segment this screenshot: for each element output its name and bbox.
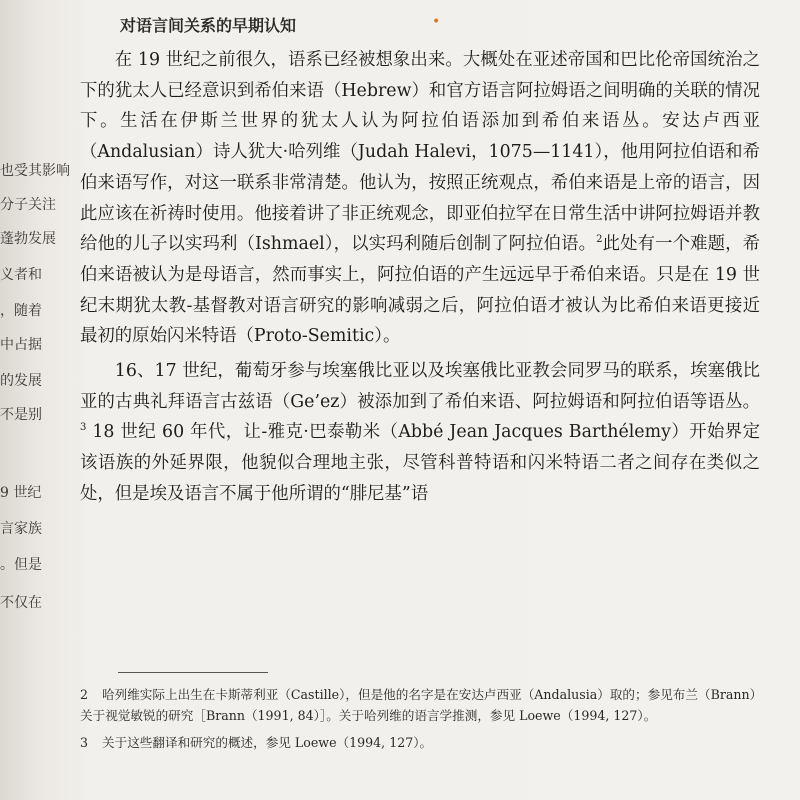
paragraph: [80, 356, 760, 510]
section-title: 对语言间关系的早期认知: [120, 16, 297, 35]
margin-fragment: 也受其影响: [0, 163, 70, 179]
footnote-divider: [118, 672, 268, 673]
margin-fragment: 分子关注: [0, 197, 56, 213]
paragraph: [80, 45, 760, 352]
paragraph-text: 16、17 世纪，葡萄牙参与埃塞俄比亚以及埃塞俄比亚教会同罗马的联系，埃塞俄比亚的古典礼拜语言古兹语（Ge’ez）被添加到了希伯来语、阿拉姆语和阿拉伯语等语丛。: [80, 361, 760, 412]
footnote-number: 3: [80, 735, 89, 750]
margin-fragment: 不仅在: [0, 595, 42, 611]
facing-page-edge: [0, 160, 72, 720]
footnote: [80, 732, 760, 753]
footnotes: [80, 684, 760, 759]
paragraph-text: 18 世纪 60 年代，让-雅克·巴泰勒米（Abbé Jean Jacques Barthélemy）开始界定该语族的外延界限，他貌似合理地主张，尽管科普特语和闪米特语二者之间存在类似之处，但是埃及语言不属于他所谓的“腓尼基”语: [80, 422, 760, 504]
margin-fragment: 的发展: [0, 373, 42, 389]
margin-fragment: 义者和: [0, 267, 42, 283]
body-text: [80, 45, 760, 510]
footnote-text: 关于这些翻译和研究的概述，参见 Loewe（1994, 127）。: [102, 735, 433, 750]
ink-mark-icon: •: [432, 14, 441, 30]
margin-fragment: 。但是: [0, 557, 42, 573]
margin-fragment: 9 世纪: [0, 485, 42, 501]
margin-fragment: 中占据: [0, 337, 42, 353]
margin-fragment: 蓬勃发展: [0, 231, 56, 247]
footnote-ref[interactable]: 3: [80, 422, 87, 434]
footnote-text: 哈列维实际上出生在卡斯蒂利亚（Castille），但是他的名字是在安达卢西亚（Andalusia）取的；参见布兰（Brann）关于视觉敏锐的研究［Brann（1991, 84）］。关于哈列维的语言学推测，参见 Loewe（1994, 127）。: [80, 687, 756, 723]
footnote-number: 2: [80, 687, 89, 702]
footnote-ref[interactable]: 2: [596, 234, 603, 246]
paragraph-text: 在 19 世纪之前很久，语系已经被想象出来。大概处在亚述帝国和巴比伦帝国统治之下的犹太人已经意识到希伯来语（Hebrew）和官方语言阿拉姆语之间明确的关联的情况下。生活在伊斯兰世界的犹太人认为阿拉伯语添加到希伯来语丛。安达卢西亚（Andalusian）诗人犹大·哈列维（Judah Halevi，1075—1141），他用阿拉伯语和希伯来语写作，对这一联系非常清楚。他认为，按照正统观点，希伯来语是上帝的语言，因此应该在祈祷时使用。他接着讲了非正统观念，即亚伯拉罕在日常生活中讲阿拉姆语并教给他的儿子以实玛利（Ishmael），以实玛利随后创制了阿拉伯语。: [80, 50, 760, 255]
margin-fragment: ，随着: [0, 303, 42, 319]
paragraph-text: 此处有一个难题，希伯来语被认为是母语言，然而事实上，阿拉伯语的产生远远早于希伯来语。只是在 19 世纪末期犹太教-基督教对语言研究的影响减弱之后，阿拉伯语才被认为比希伯来语更接近最初的原始闪米特语（Proto-Semitic）。: [80, 234, 760, 347]
margin-fragment: 言家族: [0, 521, 42, 537]
footnote: [80, 684, 760, 726]
margin-fragment: 不是别: [0, 407, 42, 423]
